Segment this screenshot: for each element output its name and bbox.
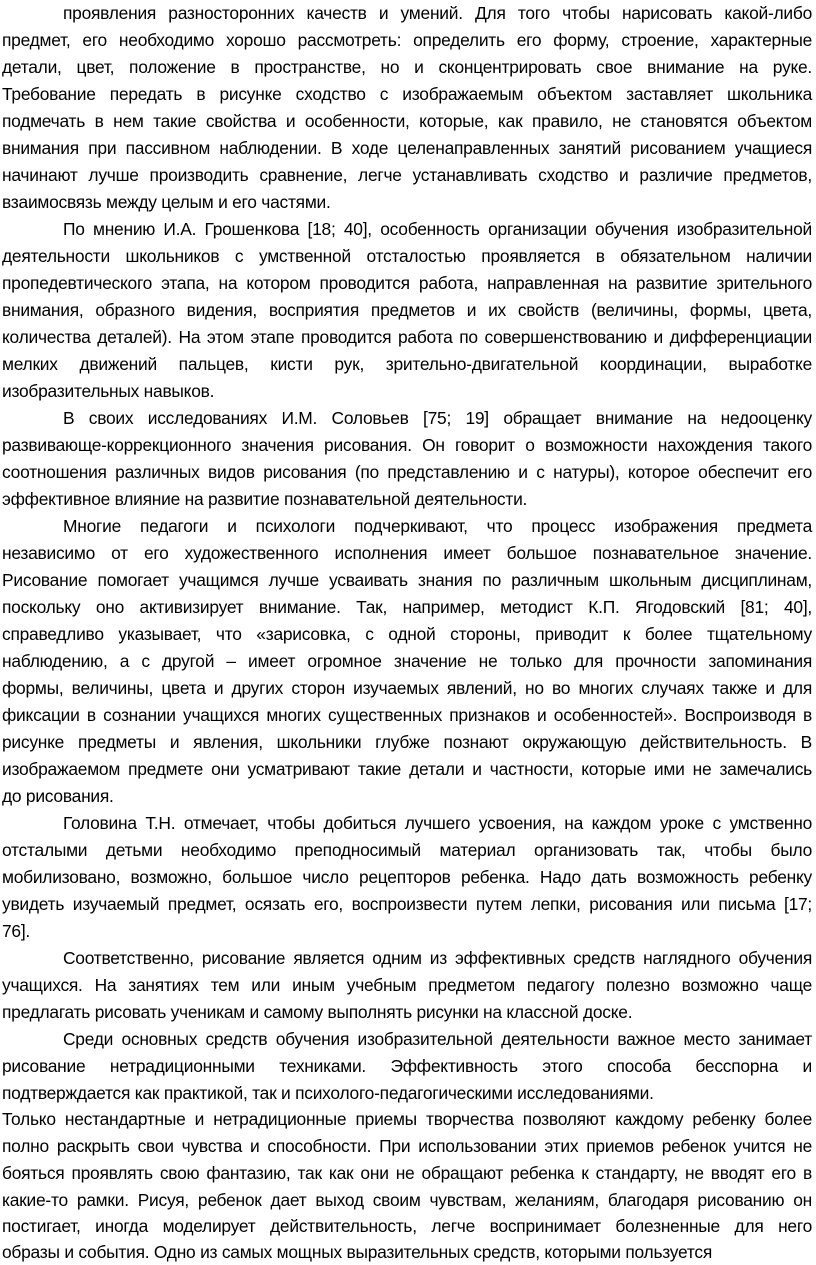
text-line: мобилизовано, возможно, большое число рецепторов ребенка. Надо дать возможность ребенку <box>2 867 812 887</box>
text-line: рисование нетрадиционными техниками. Эффективность этого способа бесспорна и <box>2 1056 812 1076</box>
text-line: наблюдению, а с другой – имеет огромное значение не только для прочности запоминания <box>2 651 812 671</box>
text-line: деятельности школьников с умственной отсталостью проявляется в обязательном наличии <box>2 246 812 266</box>
text-line: пропедевтического этапа, на котором проводится работа, направленная на развитие зрительного <box>2 273 812 293</box>
text-line: соотношения различных видов рисования (по представлению и с натуры), которое обеспечит его <box>2 462 812 482</box>
text-line: эффективное влияние на развитие познавательной деятельности. <box>2 489 528 509</box>
text-line: Только нестандартные и нетрадиционные приемы творчества позволяют каждому ребенку более <box>2 1109 812 1129</box>
text-line: изображаемом предмете они усматривают такие детали и частности, которые ими не замечались <box>2 759 812 779</box>
text-line: Соответственно, рисование является одним из эффективных средств наглядного обучения <box>63 948 812 968</box>
text-line: внимания при пассивном наблюдении. В ходе целенаправленных занятий рисованием учащиеся <box>2 138 812 158</box>
text-line: Головина Т.Н. отмечает, чтобы добиться лучшего усвоения, на каждом уроке с умственно <box>63 813 812 833</box>
text-line: предмет, его необходимо хорошо рассмотреть: определить его форму, строение, характерные <box>2 30 812 50</box>
text-line: изобразительных навыков. <box>2 381 215 401</box>
text-line: Требование передать в рисунке сходство с изображаемым объектом заставляет школьника <box>2 84 812 104</box>
text-line: предлагать рисовать ученикам и самому выполнять рисунки на классной доске. <box>2 1002 633 1022</box>
text-line: подтверждается как практикой, так и психолого-педагогическими исследованиями. <box>2 1083 654 1103</box>
text-line: бояться проявлять свою фантазию, так как они не обращают ребенка к стандарту, не вводят его в <box>2 1163 812 1183</box>
text-line: справедливо указывает, что «зарисовка, с одной стороны, приводит к более тщательному <box>2 624 812 644</box>
text-line: внимания, образного видения, восприятия предметов и их свойств (величины, формы, цвета, <box>2 300 812 320</box>
text-line: учащихся. На занятиях тем или иным учебным предметом педагогу полезно возможно чаще <box>2 975 812 995</box>
text-line: 76]. <box>2 921 31 941</box>
text-line: развивающе-коррекционного значения рисования. Он говорит о возможности нахождения такого <box>2 435 812 455</box>
text-line: рисунке предметы и явления, школьники глубже познают окружающую действительность. В <box>2 732 812 752</box>
text-line: фиксации в сознании учащихся многих существенных признаков и особенностей». Воспроизводя в <box>2 705 812 725</box>
text-line: подмечать в нем такие свойства и особенности, которые, как правило, не становятся объектом <box>2 111 812 131</box>
text-line: постигает, иногда моделирует действительность, легче воспринимает болезненные для него <box>2 1216 812 1236</box>
text-line: В своих исследованиях И.М. Соловьев [75; 19] обращает внимание на недооценку <box>63 408 812 428</box>
text-line: начинают лучше производить сравнение, легче устанавливать сходство и различие предметов, <box>2 165 812 185</box>
text-line: полно раскрыть свои чувства и способности. При использовании этих приемов ребенок учится не <box>2 1136 812 1156</box>
text-line: формы, величины, цвета и других сторон изучаемых явлений, но во многих случаях также и для <box>2 678 812 698</box>
text-line: Среди основных средств обучения изобразительной деятельности важное место занимает <box>63 1029 812 1049</box>
text-line: образы и события. Одно из самых мощных выразительных средств, которыми пользуется <box>2 1242 713 1262</box>
text-line: какие-то рамки. Рисуя, ребенок дает выход своим чувствам, желаниям, благодаря рисованию он <box>2 1190 812 1210</box>
text-line: независимо от его художественного исполнения имеет большое познавательное значение. <box>2 543 812 563</box>
text-line: детали, цвет, положение в пространстве, но и сконцентрировать свое внимание на руке. <box>2 57 812 77</box>
text-line: поскольку оно активизирует внимание. Так, например, методист К.П. Ягодовский [81; 40], <box>2 597 812 617</box>
text-line: мелких движений пальцев, кисти рук, зрительно-двигательной координации, выработке <box>2 354 812 374</box>
text-line: Рисование помогает учащимся лучше усваивать знания по различным школьным дисциплинам, <box>2 570 812 590</box>
text-line: увидеть изучаемый предмет, осязать его, воспроизвести путем лепки, рисования или письма [17; <box>2 894 812 914</box>
text-line: По мнению И.А. Грошенкова [18; 40], особенность организации обучения изобразительной <box>63 219 812 239</box>
text-line: проявления разносторонних качеств и умений. Для того чтобы нарисовать какой-либо <box>63 3 812 23</box>
text-line: отсталыми детьми необходимо преподносимый материал организовать так, чтобы было <box>2 840 812 860</box>
text-line: количества деталей). На этом этапе проводится работа по совершенствованию и дифференциации <box>2 327 812 347</box>
text-line: взаимосвязь между целым и его частями. <box>2 192 331 212</box>
text-line: до рисования. <box>2 786 114 806</box>
text-line: Многие педагоги и психологи подчеркивают, что процесс изображения предмета <box>63 516 812 536</box>
